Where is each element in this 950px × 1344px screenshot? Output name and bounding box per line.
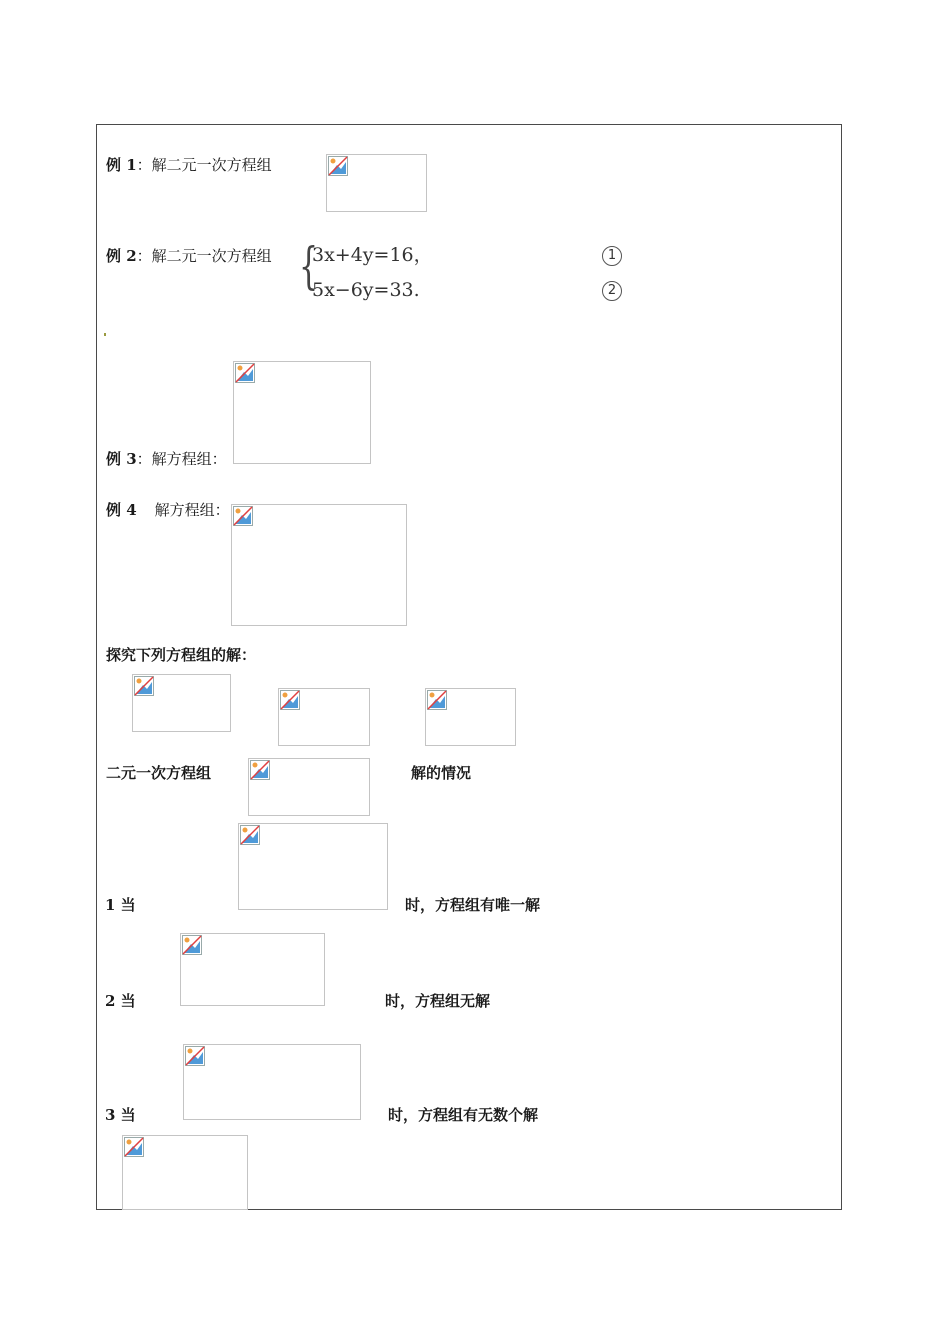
- broken-image-icon: [185, 1046, 205, 1066]
- equation-image: [231, 504, 407, 626]
- broken-image-icon: [240, 825, 260, 845]
- broken-image-icon: [134, 676, 154, 696]
- situation-right-text: 解的情况: [411, 764, 472, 782]
- equation-image: [278, 688, 370, 746]
- broken-image-icon: [280, 690, 300, 710]
- case-3-result: 时，方程组有无数个解: [388, 1106, 539, 1124]
- case-3-label: 3 当: [105, 1106, 136, 1124]
- situation-left-text: 二元一次方程组: [106, 764, 212, 782]
- broken-image-icon: [233, 506, 253, 526]
- example-1-label: 例 1: [106, 156, 137, 174]
- equation-number-2: 2: [602, 281, 622, 301]
- explore-heading: 探究下列方程组的解：: [106, 646, 257, 664]
- example-4-text: 解方程组：: [154, 501, 230, 519]
- example-3-line: [106, 450, 227, 468]
- example-2-label: 例 2: [106, 247, 137, 265]
- equation-image: [425, 688, 516, 746]
- example-4-label: 例 4: [106, 501, 137, 519]
- case-2-label: 2 当: [105, 992, 136, 1010]
- equation-image: [233, 361, 371, 464]
- example-1-text: ：解二元一次方程组: [136, 156, 272, 174]
- equation-1: 3x+4y=16，: [312, 244, 433, 266]
- equation-number-1: 1: [602, 246, 622, 266]
- equation-image: [132, 674, 231, 732]
- equation-image: [326, 154, 427, 212]
- equation-image: [122, 1135, 248, 1210]
- example-2-line: [106, 247, 272, 265]
- example-2-text: ：解二元一次方程组: [136, 247, 272, 265]
- case-1-label: 1 当: [105, 896, 136, 914]
- case-2-result: 时，方程组无解: [385, 992, 491, 1010]
- equation-image: [248, 758, 370, 816]
- example-1-line: [106, 156, 272, 174]
- broken-image-icon: [124, 1137, 144, 1157]
- equation-image: [183, 1044, 361, 1120]
- example-3-text: ：解方程组：: [136, 450, 227, 468]
- system-brace: {: [299, 237, 319, 295]
- equation-image: [180, 933, 325, 1006]
- broken-image-icon: [235, 363, 255, 383]
- broken-image-icon: [328, 156, 348, 176]
- case-1-result: 时，方程组有唯一解: [405, 896, 541, 914]
- equation-2: 5x−6y=33.: [312, 279, 420, 301]
- broken-image-icon: [182, 935, 202, 955]
- equation-image: [238, 823, 388, 910]
- broken-image-icon: [427, 690, 447, 710]
- broken-image-icon: [250, 760, 270, 780]
- example-4-line: [106, 501, 230, 519]
- stray-dot: [104, 333, 106, 336]
- example-3-label: 例 3: [106, 450, 137, 468]
